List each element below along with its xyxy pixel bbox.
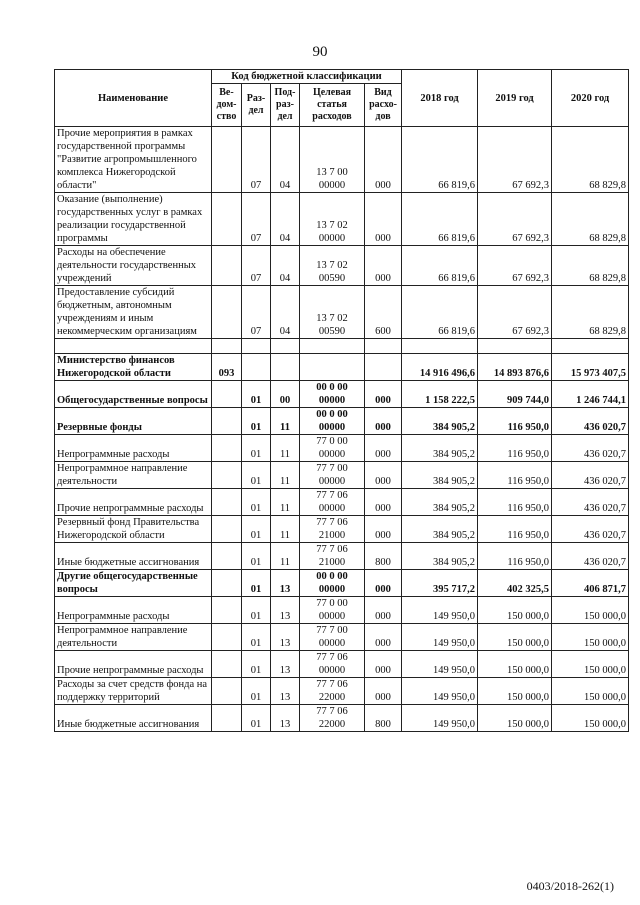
row-vid: 000	[365, 678, 402, 705]
row-podrazdel: 13	[271, 624, 300, 651]
table-row	[55, 408, 629, 435]
table-row	[55, 516, 629, 543]
row-2018: 384 905,2	[402, 516, 478, 543]
page-number: 90	[312, 44, 328, 60]
row-podrazdel: 11	[271, 543, 300, 570]
row-name: Расходы за счет средств фонда на поддержку территорий	[55, 678, 212, 705]
row-celevaya: 77 0 00 00000	[300, 435, 365, 462]
row-2020: 68 829,8	[552, 286, 629, 339]
table-row	[55, 435, 629, 462]
row-celevaya: 77 7 06 22000	[300, 705, 365, 732]
row-2020	[552, 339, 629, 354]
row-2018: 384 905,2	[402, 489, 478, 516]
row-ved	[212, 651, 242, 678]
row-2018: 149 950,0	[402, 624, 478, 651]
row-2018: 149 950,0	[402, 597, 478, 624]
row-vid: 000	[365, 516, 402, 543]
row-vid: 000	[365, 127, 402, 193]
document-code: 0403/2018-262(1)	[526, 879, 614, 893]
row-vid: 000	[365, 193, 402, 246]
row-vid: 000	[365, 408, 402, 435]
row-2020: 436 020,7	[552, 462, 629, 489]
row-celevaya: 00 0 00 00000	[300, 381, 365, 408]
row-razdel: 01	[242, 408, 271, 435]
row-2020: 68 829,8	[552, 193, 629, 246]
row-2020: 150 000,0	[552, 705, 629, 732]
table-row	[55, 286, 629, 339]
row-2020: 68 829,8	[552, 246, 629, 286]
row-2020: 436 020,7	[552, 435, 629, 462]
row-2018: 66 819,6	[402, 193, 478, 246]
header-code-group: Код бюджетной классификации	[212, 70, 402, 84]
row-podrazdel: 11	[271, 462, 300, 489]
row-2019: 116 950,0	[478, 543, 552, 570]
row-podrazdel: 04	[271, 286, 300, 339]
row-name: Резервные фонды	[55, 408, 212, 435]
table-row	[55, 489, 629, 516]
row-podrazdel: 00	[271, 381, 300, 408]
row-celevaya: 77 7 06 21000	[300, 543, 365, 570]
row-2019: 150 000,0	[478, 678, 552, 705]
row-razdel: 07	[242, 193, 271, 246]
row-2018: 149 950,0	[402, 651, 478, 678]
row-name: Министерство финансов Нижегородской области	[55, 354, 212, 381]
row-razdel: 01	[242, 705, 271, 732]
row-ved	[212, 127, 242, 193]
row-name: Прочие непрограммные расходы	[55, 651, 212, 678]
row-name: Расходы на обеспечение деятельности государственных учреждений	[55, 246, 212, 286]
row-2018: 384 905,2	[402, 462, 478, 489]
row-ved	[212, 286, 242, 339]
row-vid: 000	[365, 570, 402, 597]
row-name: Непрограммное направление деятельности	[55, 624, 212, 651]
row-2020: 436 020,7	[552, 408, 629, 435]
row-2019: 909 744,0	[478, 381, 552, 408]
row-razdel: 01	[242, 435, 271, 462]
row-razdel: 07	[242, 286, 271, 339]
row-ved	[212, 193, 242, 246]
row-vid: 000	[365, 597, 402, 624]
row-razdel: 07	[242, 246, 271, 286]
row-name: Оказание (выполнение) государственных услуг в рамках реализации государственной программы	[55, 193, 212, 246]
row-podrazdel: 13	[271, 678, 300, 705]
row-2020: 436 020,7	[552, 543, 629, 570]
row-2020: 68 829,8	[552, 127, 629, 193]
row-2019	[478, 339, 552, 354]
row-ved	[212, 381, 242, 408]
row-ved	[212, 489, 242, 516]
row-2019: 116 950,0	[478, 489, 552, 516]
row-2018: 1 158 222,5	[402, 381, 478, 408]
row-ved	[212, 705, 242, 732]
row-2019: 150 000,0	[478, 651, 552, 678]
table-row	[55, 705, 629, 732]
row-razdel: 01	[242, 570, 271, 597]
row-ved	[212, 246, 242, 286]
header-2018: 2018 год	[402, 70, 478, 127]
row-2019: 116 950,0	[478, 408, 552, 435]
row-ved: 093	[212, 354, 242, 381]
row-ved	[212, 597, 242, 624]
row-2020: 1 246 744,1	[552, 381, 629, 408]
row-ved	[212, 624, 242, 651]
table-row	[55, 127, 629, 193]
table-row	[55, 193, 629, 246]
budget-table	[54, 69, 629, 732]
row-podrazdel: 04	[271, 246, 300, 286]
table-row	[55, 678, 629, 705]
table-row	[55, 381, 629, 408]
row-razdel: 01	[242, 678, 271, 705]
table-row	[55, 543, 629, 570]
row-vid: 800	[365, 543, 402, 570]
row-podrazdel: 13	[271, 570, 300, 597]
row-name: Предоставление субсидий бюджетным, автономным учреждениям и иным некоммерческим организациям	[55, 286, 212, 339]
row-podrazdel: 04	[271, 127, 300, 193]
row-celevaya: 77 7 06 21000	[300, 516, 365, 543]
row-2019: 116 950,0	[478, 516, 552, 543]
row-name: Иные бюджетные ассигнования	[55, 543, 212, 570]
row-2019: 67 692,3	[478, 246, 552, 286]
row-name: Непрограммное направление деятельности	[55, 462, 212, 489]
row-2018: 14 916 496,6	[402, 354, 478, 381]
row-2020: 15 973 407,5	[552, 354, 629, 381]
row-ved	[212, 516, 242, 543]
row-vid: 000	[365, 462, 402, 489]
row-ved	[212, 435, 242, 462]
row-name: Резервный фонд Правительства Нижегородской области	[55, 516, 212, 543]
row-name: Общегосударственные вопросы	[55, 381, 212, 408]
row-razdel	[242, 354, 271, 381]
row-2018: 66 819,6	[402, 286, 478, 339]
row-2019: 67 692,3	[478, 193, 552, 246]
header-vid: Вид расхо- дов	[365, 84, 402, 127]
row-2020: 436 020,7	[552, 489, 629, 516]
row-vid: 000	[365, 624, 402, 651]
table-row	[55, 339, 629, 354]
row-celevaya: 77 7 06 00000	[300, 651, 365, 678]
row-podrazdel: 11	[271, 435, 300, 462]
row-vid: 000	[365, 381, 402, 408]
row-podrazdel: 11	[271, 489, 300, 516]
table-row	[55, 246, 629, 286]
header-ved: Ве- дом- ство	[212, 84, 242, 127]
row-2019: 67 692,3	[478, 127, 552, 193]
row-ved	[212, 570, 242, 597]
table-row	[55, 624, 629, 651]
row-2020: 436 020,7	[552, 516, 629, 543]
row-ved	[212, 339, 242, 354]
table-row	[55, 354, 629, 381]
row-2018: 149 950,0	[402, 678, 478, 705]
row-podrazdel	[271, 354, 300, 381]
row-2018: 66 819,6	[402, 246, 478, 286]
row-celevaya: 00 0 00 00000	[300, 570, 365, 597]
row-ved	[212, 462, 242, 489]
row-vid: 800	[365, 705, 402, 732]
row-razdel: 07	[242, 127, 271, 193]
row-2019: 150 000,0	[478, 705, 552, 732]
row-celevaya: 13 7 02 00590	[300, 246, 365, 286]
row-2018	[402, 339, 478, 354]
row-name: Непрограммные расходы	[55, 597, 212, 624]
row-2018: 149 950,0	[402, 705, 478, 732]
row-vid: 000	[365, 489, 402, 516]
row-2018: 384 905,2	[402, 408, 478, 435]
row-ved	[212, 408, 242, 435]
row-podrazdel: 11	[271, 408, 300, 435]
row-name: Другие общегосударственные вопросы	[55, 570, 212, 597]
row-celevaya: 77 7 06 22000	[300, 678, 365, 705]
row-celevaya: 77 7 06 00000	[300, 489, 365, 516]
row-vid: 000	[365, 651, 402, 678]
table-row	[55, 462, 629, 489]
row-name	[55, 339, 212, 354]
header-2020: 2020 год	[552, 70, 629, 127]
row-name: Иные бюджетные ассигнования	[55, 705, 212, 732]
header-name: Наименование	[55, 70, 212, 127]
row-2019: 116 950,0	[478, 462, 552, 489]
table-row	[55, 651, 629, 678]
row-2019: 14 893 876,6	[478, 354, 552, 381]
row-vid: 600	[365, 286, 402, 339]
row-celevaya: 13 7 02 00590	[300, 286, 365, 339]
row-2020: 150 000,0	[552, 651, 629, 678]
row-2020: 406 871,7	[552, 570, 629, 597]
row-2020: 150 000,0	[552, 624, 629, 651]
row-celevaya: 77 0 00 00000	[300, 597, 365, 624]
row-ved	[212, 543, 242, 570]
table-row	[55, 570, 629, 597]
row-name: Непрограммные расходы	[55, 435, 212, 462]
header-2019: 2019 год	[478, 70, 552, 127]
row-razdel: 01	[242, 489, 271, 516]
row-celevaya: 00 0 00 00000	[300, 408, 365, 435]
row-razdel: 01	[242, 543, 271, 570]
table-row	[55, 597, 629, 624]
row-razdel: 01	[242, 516, 271, 543]
row-2019: 402 325,5	[478, 570, 552, 597]
row-2019: 150 000,0	[478, 624, 552, 651]
row-podrazdel: 04	[271, 193, 300, 246]
row-ved	[212, 678, 242, 705]
row-vid: 000	[365, 435, 402, 462]
row-vid: 000	[365, 246, 402, 286]
row-podrazdel: 13	[271, 651, 300, 678]
row-celevaya	[300, 354, 365, 381]
row-2020: 150 000,0	[552, 678, 629, 705]
row-2019: 116 950,0	[478, 435, 552, 462]
row-vid	[365, 339, 402, 354]
row-razdel: 01	[242, 381, 271, 408]
row-2018: 395 717,2	[402, 570, 478, 597]
row-razdel: 01	[242, 597, 271, 624]
row-celevaya	[300, 339, 365, 354]
row-podrazdel: 11	[271, 516, 300, 543]
row-razdel: 01	[242, 462, 271, 489]
row-razdel: 01	[242, 624, 271, 651]
row-razdel: 01	[242, 651, 271, 678]
row-celevaya: 13 7 00 00000	[300, 127, 365, 193]
header-razdel: Раз- дел	[242, 84, 271, 127]
row-podrazdel: 13	[271, 597, 300, 624]
row-name: Прочие непрограммные расходы	[55, 489, 212, 516]
row-celevaya: 13 7 02 00000	[300, 193, 365, 246]
header-celevaya: Целевая статья расходов	[300, 84, 365, 127]
row-celevaya: 77 7 00 00000	[300, 624, 365, 651]
row-2019: 67 692,3	[478, 286, 552, 339]
row-razdel	[242, 339, 271, 354]
row-podrazdel: 13	[271, 705, 300, 732]
row-podrazdel	[271, 339, 300, 354]
row-vid	[365, 354, 402, 381]
header-podrazdel: Под- раз- дел	[271, 84, 300, 127]
row-celevaya: 77 7 00 00000	[300, 462, 365, 489]
row-2018: 384 905,2	[402, 543, 478, 570]
row-2018: 384 905,2	[402, 435, 478, 462]
row-2019: 150 000,0	[478, 597, 552, 624]
row-name: Прочие мероприятия в рамках государственной программы "Развитие агропромышленного комплекса Нижегородской области"	[55, 127, 212, 193]
row-2020: 150 000,0	[552, 597, 629, 624]
row-2018: 66 819,6	[402, 127, 478, 193]
